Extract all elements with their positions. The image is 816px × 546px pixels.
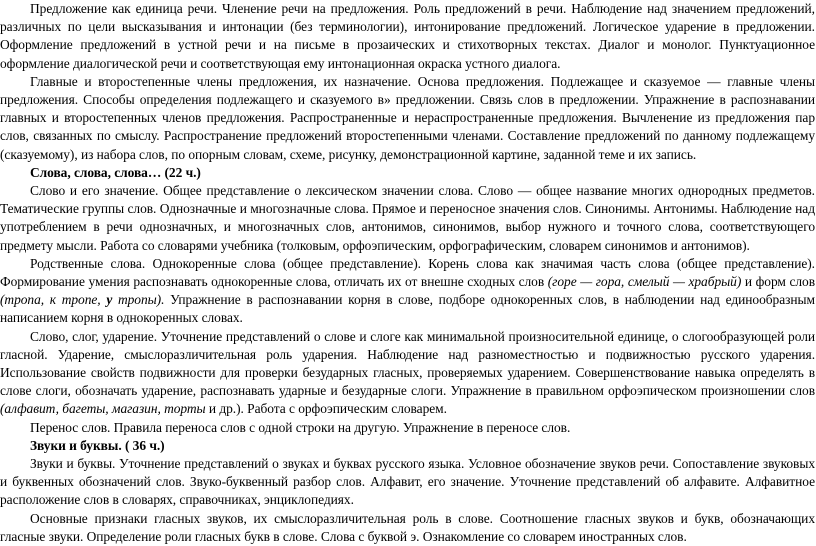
text-segment: Главные и второстепенные члены предложения, их назначение. Основа предложения. Подлежащее и сказуемое — главные члены предложения. Способы определения подлежащего и сказуемого в» предложении. Связь слов в предложении. Упражнение в распознавании главных и второстепенных членов предложения. Распространенные и нераспространенные предложения. Вычленение из предложения пар слов, связанных по смыслу. Распространение предложений второстепенными членами. Составление предложений по данному подлежащему (сказуемому), из набора слов, по опорным словам, схеме, рисунку, демонстрационной картине, заданной теме и их запись. (0, 73, 815, 162)
text-segment: Предложение как единица речи. Членение речи на предложения. Роль предложений в речи. Наблюдение над значением предложений, различных по цели высказывания и интонации (без терминологии), интонирование предложений. Логическое ударение в предложении. Оформление предложений в устной речи и на письме в прозаических и стихотворных текстах. Диалог и монолог. Пунктуационное оформление диалогической речи и соответствующая ему интонационная окраска устного диалога. (0, 1, 815, 71)
section-heading (0, 437, 815, 455)
text-segment: и форм слов (741, 274, 815, 290)
paragraph (0, 73, 815, 164)
text-segment: Родственные слова. Однокоренные слова (общее представление). Корень слова как значимая часть слова (общее представление). Формирование умения распознавать однокоренные слова, отличать их от внешне сходных слов (0, 255, 815, 290)
text-segment: тропы). (112, 292, 165, 308)
text-segment: Основные признаки гласных звуков, их смыслоразличительная роль в слове. Соотношение гласных звуков и букв, обозначающих гласные звуки. Определение роли гласных букв в слове. Слова с буквой э. Ознакомление со словарем иностранных слов. (0, 510, 815, 544)
paragraph (0, 0, 815, 73)
text-segment: (горе — гора, смелый — храбрый) (547, 274, 742, 290)
text-segment: Упражнение в распознавании корня в слове, подборе однокоренных слов, в наблюдении над единообразным написанием корня в однокоренных словах. (0, 292, 815, 326)
text-segment: Звуки и буквы (30, 437, 119, 453)
paragraph (0, 328, 815, 419)
section-heading (0, 164, 815, 182)
text-segment: . (118, 437, 125, 453)
text-segment: у (106, 292, 113, 308)
paragraph (0, 510, 815, 546)
text-segment: (тропа, к тропе, (0, 292, 107, 308)
text-segment: (алфавит, багеты, магазин, торты (0, 401, 206, 417)
text-segment: ( 36 ч.) (124, 437, 165, 453)
paragraph (0, 455, 815, 510)
paragraph (0, 255, 815, 328)
paragraph (0, 182, 815, 255)
text-segment: Перенос слов. Правила переноса слов с одной строки на другую. Упражнение в переносе слов. (30, 419, 571, 435)
text-segment: и др.). Работа с орфоэпическим словарем. (205, 401, 447, 417)
text-segment: Слово, слог, ударение. Уточнение представлений о слове и слоге как минимальной произносительной единице, о слогообразующей роли гласной. Ударение, смыслоразличительная роль ударения. Наблюдение над разноместностью и подвижностью русского ударения. Использование свойств подвижности для проверки безударных гласных, проверяемых ударением. Совершенствование навыка определять в слове слоги, обозначать ударение, распознавать ударные и безударные слоги. Упражнение в правильном орфоэпическом произношении слов (0, 328, 815, 399)
text-segment: Слова, слова, слова… (22 ч.) (30, 164, 201, 180)
text-segment: Слово и его значение. Общее представление о лексическом значении слова. Слово — общее название многих однородных предметов. Тематические группы слов. Однозначные и многозначные слова. Прямое и переносное значения слов. Синонимы. Антонимы. Наблюдение над употреблением в речи однозначных, и многозначных слов, антонимов, синонимов, выбор нужного и точного слова, соответствующего предмету мысли. Работа со словарями учебника (толковым, орфоэпическим, орфографическим, словарем синонимов и антонимов). (0, 183, 815, 253)
text-segment: Звуки и буквы. Уточнение представлений о звуках и буквах русского языка. Условное обозначение звуков речи. Сопоставление звуковых и буквенных обозначений слов. Звуко-буквенный разбор слов. Алфавит, его значение. Уточнение представлений об алфавите. Алфавитное расположение слов в словарях, справочниках, энциклопедиях. (0, 456, 815, 508)
paragraph (0, 419, 815, 437)
